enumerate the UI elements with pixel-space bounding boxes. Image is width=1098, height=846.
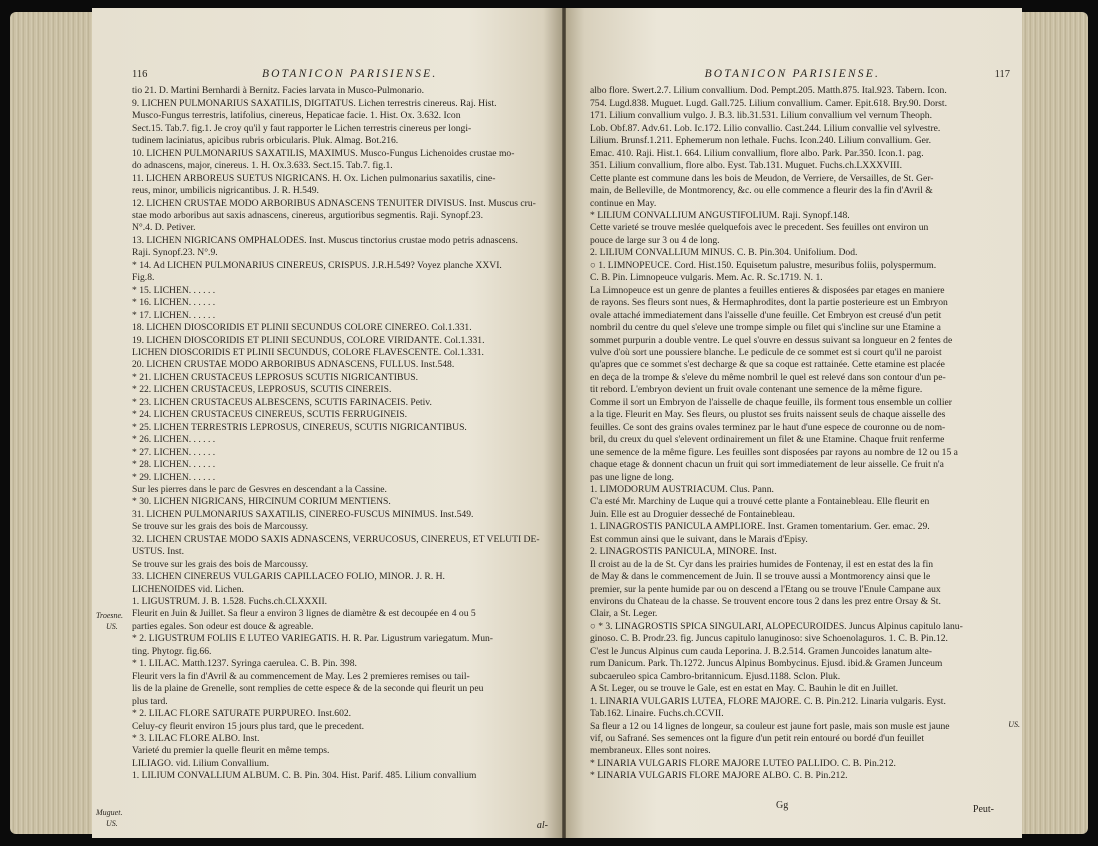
left-text-line: LILIAGO. vid. Lilium Convallium. (132, 757, 269, 769)
right-text-line: Cette varieté se trouve meslée quelquefois avec le precedent. Ses feuilles ont environ un (590, 222, 929, 234)
right-text-line: continue en May. (590, 197, 657, 209)
right-text-line: Il croist au de la de St. Cyr dans les prairies humides de Fontenay, il est en estat des la fin (590, 558, 934, 570)
left-text-line: parties egales. Son odeur est douce & agreable. (132, 620, 314, 632)
right-text-line: de rayons. Ses fleurs sont nues, & Hermaphrodites, dont la partie posterieure est un Embryon (590, 297, 948, 309)
left-text-line: 1. LIGUSTRUM. J. B. 1.528. Fuchs.ch.CLXXXII. (132, 596, 328, 608)
left-text-line: do adnascens, major, cinereus. 1. H. Ox.3.633. Sect.15. Tab.7. fig.1. (132, 160, 393, 172)
right-text-line: * LINARIA VULGARIS FLORE MAJORE ALBO. C. B. Pin.212. (590, 770, 848, 782)
right-text-line: A St. Leger, ou se trouve le Gale, est en estat en May. C. Bauhin le dit en Juillet. (590, 683, 899, 695)
margin-note-muguet: Muguet. (96, 808, 123, 817)
right-text-line: pas une ligne de long. (590, 471, 674, 483)
right-text-line: Sa fleur a 12 ou 14 lignes de longeur, sa couleur est jaune fort pasle, mais son musle est jaune (590, 720, 950, 732)
right-text-line: vulve d'où sort une poussiere blanche. Le pedicule de ce sommet est si court qu'il ne paroist (590, 346, 942, 358)
right-text-line: Juin. Elle est au Droguier desseché de Fontainebleau. (590, 508, 795, 520)
right-text-line: Comme il sort un Embryon de l'aisselle de chaque feuille, ils forment tous ensemble un collier (590, 396, 952, 408)
left-text-line: 10. LICHEN PULMONARIUS SAXATILIS, MAXIMUS. Musco-Fungus Lichenoides crustae mo- (132, 147, 515, 159)
right-text-line: 2. LILIUM CONVALLIUM MINUS. C. B. Pin.304. Unifolium. Dod. (590, 247, 858, 259)
right-text-line: * LILIUM CONVALLIUM ANGUSTIFOLIUM. Raji. Synopf.148. (590, 209, 850, 221)
right-text-line: membraneux. Elles sont noires. (590, 745, 711, 757)
right-text-line: Est commun ainsi que le suivant, dans le Marais d'Episy. (590, 533, 808, 545)
left-text-line: reus, minor, umbilicis nigricantibus. J. R. H.549. (132, 185, 319, 197)
right-page-header (590, 68, 1010, 81)
left-text-line: * 2. LIGUSTRUM FOLIIS E LUTEO VARIEGATIS. H. R. Par. Ligustrum variegatum. Mun- (132, 633, 493, 645)
left-text-line: Celuy-cy fleurit environ 15 jours plus tard, que le precedent. (132, 720, 365, 732)
margin-note-us-2: US. (106, 819, 118, 828)
left-text-line: LICHENOIDES vid. Lichen. (132, 583, 244, 595)
left-text-line: * 23. LICHEN CRUSTACEUS ALBESCENS, SCUTIS FARINACEIS. Petiv. (132, 396, 432, 408)
left-text-line: * 29. LICHEN. . . . . . (132, 471, 216, 483)
left-text-line: USTUS. Inst. (132, 546, 184, 558)
left-text-line: ting. Phytogr. fig.66. (132, 645, 212, 657)
left-text-line: * 15. LICHEN. . . . . . (132, 284, 216, 296)
left-page-text (132, 85, 552, 782)
right-text-line: subcaeruleo spica Cambro-britannicum. Ejusd.1188. Sclon. Pluk. (590, 670, 841, 682)
right-page-number: 117 (994, 69, 1010, 80)
right-text-line: pouce de large sur 3 ou 4 de long. (590, 234, 720, 246)
right-page (566, 8, 1022, 838)
left-text-line: 12. LICHEN CRUSTAE MODO ARBORIBUS ADNASCENS TENUITER DIVISUS. Inst. Muscus cru- (132, 197, 536, 209)
left-text-line: * 24. LICHEN CRUSTACEUS CINEREUS, SCUTIS FERRUGINEIS. (132, 409, 408, 421)
right-text-line: rum Danicum. Park. Th.1272. Juncus Alpinus Bombycinus. Ejusd. ibid.& Gramen Junceum (590, 658, 943, 670)
left-text-line: Varieté du premier la quelle fleurit en même temps. (132, 745, 330, 757)
left-text-line: 11. LICHEN ARBOREUS SUETUS NIGRICANS. H. Ox. Lichen pulmonarius saxatilis, cine- (132, 172, 496, 184)
right-text-line: main, de Belleville, de Montmorency, &c. ou elle commence a fleurir des la fin d'Avril & (590, 185, 933, 197)
left-text-line: tudinem laciniatus, apicibus rubris orbicularis. Pluk. Almag. Bot.216. (132, 135, 399, 147)
left-text-line: * 3. LILAC FLORE ALBO. Inst. (132, 733, 260, 745)
left-text-line: * 30. LICHEN NIGRICANS, HIRCINUM CORIUM MENTIENS. (132, 496, 391, 508)
left-text-line: * 2. LILAC FLORE SATURATE PURPUREO. Inst.602. (132, 708, 352, 720)
margin-note-us-1: US. (106, 622, 118, 631)
left-page-number: 116 (132, 69, 148, 80)
left-text-line: Sect.15. Tab.7. fig.1. Je croy qu'il y faut rapporter le Lichen terrestris cinereus per longi- (132, 122, 472, 134)
book-spread (10, 8, 1088, 838)
right-text-line: ○ 1. LIMNOPEUCE. Cord. Hist.150. Equisetum palustre, mesuribus foliis, polyspermum. (590, 259, 937, 271)
left-text-line: LICHEN DIOSCORIDIS ET PLINII SECUNDUS, COLORE FLAVESCENTE. Col.1.331. (132, 346, 484, 358)
right-text-line: chaque etage & donnent chacun un fruit qui sort immediatement de leur aisselle. Ce fruit n'a (590, 459, 944, 471)
left-text-line: Fleurit en Juin & Juillet. Sa fleur a environ 3 lignes de diamètre & est decoupée en 4 ou 5 (132, 608, 476, 620)
right-page-text (590, 85, 1010, 782)
left-text-line: tio 21. D. Martini Bernhardi à Bernitz. Facies larvata in Musco-Pulmonario. (132, 85, 425, 97)
right-text-line: nombril du centre du quel s'eleve une trompe simple ou filet qui s'incline sur une Etamine a (590, 322, 941, 334)
right-text-line: ginoso. C. B. Prodr.23. fig. Juncus capitulo lanuginoso: sive Schoenolaguros. 1. C. B. Pin.12. (590, 633, 948, 645)
left-text-line: 32. LICHEN CRUSTAE MODO SAXIS ADNASCENS, VERRUCOSUS, CINEREUS, ET VELUTI DE- (132, 533, 540, 545)
right-text-line: albo flore. Swert.2.7. Lilium convallium. Dod. Pempt.205. Matth.875. Ital.923. Tabern. Icon. (590, 85, 947, 97)
signature-mark: Gg (776, 800, 789, 811)
right-page-edges (1022, 12, 1088, 834)
right-text-line: environs du Chateau de la chasse. Se trouvent encore tous 2 dans les prez entre Orsay & St. (590, 596, 941, 608)
right-text-line: feuilles. Ce sont des grains ovales terminez par le haut d'une espece de couronne ou de nom- (590, 421, 946, 433)
left-text-line: * 21. LICHEN CRUSTACEUS LEPROSUS SCUTIS NIGRICANTIBUS. (132, 371, 419, 383)
left-text-line: 20. LICHEN CRUSTAE MODO ARBORIBUS ADNASCENS, FULLUS. Inst.548. (132, 359, 455, 371)
left-text-line: Se trouve sur les grais des bois de Marcoussy. (132, 558, 309, 570)
right-text-line: Tab.162. Linaire. Fuchs.ch.CCVII. (590, 708, 724, 720)
right-text-line: premier, sur la pente humide par ou on descend a l'Etang ou se trouve l'Enule Campane aux (590, 583, 941, 595)
right-text-line: 351. Lilium convallium, flore albo. Eyst. Tab.131. Muguet. Fuchs.ch.LXXXVIII. (590, 160, 902, 172)
left-text-line: N°.4. D. Petiver. (132, 222, 196, 234)
margin-note-us-3: US. (1008, 720, 1020, 729)
left-text-line: * 28. LICHEN. . . . . . (132, 459, 216, 471)
right-text-line: 2. LINAGROSTIS PANICULA, MINORE. Inst. (590, 546, 777, 558)
left-text-line: * 17. LICHEN. . . . . . (132, 309, 216, 321)
left-text-line: 1. LILIUM CONVALLIUM ALBUM. C. B. Pin. 304. Hist. Parif. 485. Lilium convallium (132, 770, 477, 782)
right-text-line: sommet purpurin a double ventre. Le quel s'ouvre en dessus suivant sa longueur en 2 fentes de (590, 334, 953, 346)
right-text-line: ovale attaché immediatement dans l'aisselle d'une feuille. Cet Embryon est creusé d'un petit (590, 309, 942, 321)
right-text-line: Lilium. Brunsf.1.211. Ephemerum non lethale. Fuchs. Icon.240. Lilium convallium. Ger. (590, 135, 931, 147)
right-text-line: a la tige. Fleurit en May. Ses fleurs, ou plustot ses fruits naissent seuls de chaque aisselle des (590, 409, 946, 421)
right-text-line: Lob. Obf.87. Adv.61. Lob. Ic.172. Lilio convallio. Cast.244. Lilium convallie vel sylvestre. (590, 122, 941, 134)
left-text-line: * 27. LICHEN. . . . . . (132, 446, 216, 458)
left-text-line: 13. LICHEN NIGRICANS OMPHALODES. Inst. Muscus tinctorius crustae modo petris adnascens. (132, 234, 518, 246)
right-text-line: en deça de la trompe & s'eleve du même nombril le quel est relevé dans son contour d'un pe- (590, 371, 946, 383)
left-text-line: Fleurit vers la fin d'Avril & au commencement de May. Les 2 premieres remises ou tail- (132, 670, 470, 682)
right-text-line: * LINARIA VULGARIS FLORE MAJORE LUTEO PALLIDO. C. B. Pin.212. (590, 757, 896, 769)
left-text-line: plus tard. (132, 695, 168, 707)
left-text-line: 33. LICHEN CINEREUS VULGARIS CAPILLACEO FOLIO, MINOR. J. R. H. (132, 571, 445, 583)
right-text-line: La Limnopeuce est un genre de plantes a feuilles entieres & disposées par etages en maniere (590, 284, 945, 296)
left-text-line: 18. LICHEN DIOSCORIDIS ET PLINII SECUNDUS COLORE CINEREO. Col.1.331. (132, 322, 472, 334)
left-text-line: * 14. Ad LICHEN PULMONARIUS CINEREUS, CRISPUS. J.R.H.549? Voyez planche XXVI. (132, 259, 502, 271)
right-text-line: 171. Lilium convallium vulgo. J. B.3. lib.31.531. Lilium convallium vel vernum Theoph. (590, 110, 932, 122)
left-text-line: Fig.8. (132, 272, 155, 284)
right-text-line: de May & dans le commencement de Juin. Il se trouve aussi a Montmorency ainsi que le (590, 571, 931, 583)
right-text-line: qu'apres que ce sommet s'est decharge & que sa coque est rattainée. Cette etamine est placée (590, 359, 945, 371)
right-text-line: C'a esté Mr. Marchiny de Luque qui a trouvé cette plante a Fontainebleau. Elle fleurit en (590, 496, 930, 508)
left-text-line: Raji. Synopf.23. N°.9. (132, 247, 218, 259)
left-text-line: Sur les pierres dans le parc de Gesvres en descendant a la Cassine. (132, 483, 387, 495)
right-text-line: 754. Lugd.838. Muguet. Lugd. Gall.725. Lilium convallium. Camer. Epit.618. Bry.90. Dorst. (590, 97, 947, 109)
left-text-line: lis de la plaine de Grenelle, sont remplies de cette espece & de la seconde qui fleurit un peu (132, 683, 484, 695)
right-text-line: C'est le Juncus Alpinus cum cauda Leporina. J. B.2.514. Gramen Juncoides lanatum alte- (590, 645, 932, 657)
left-text-line: * 1. LILAC. Matth.1237. Syringa caerulea. C. B. Pin. 398. (132, 658, 357, 670)
left-text-line: stae modo arboribus aut saxis adnascens, cinereus, argutioribus segmentis. Raji. Synopf.23. (132, 209, 483, 221)
left-text-line: * 22. LICHEN CRUSTACEUS, LEPROSUS, SCUTIS CINEREIS. (132, 384, 392, 396)
left-catchword: al- (536, 820, 548, 831)
left-page-header (132, 68, 552, 81)
right-text-line: bril, du creux du quel s'elevent ordinairement un filet & une Etamine. Chaque fruit renferme (590, 434, 945, 446)
right-text-line: 1. LINAGROSTIS PANICULA AMPLIORE. Inst. Gramen tomentarium. Ger. emac. 29. (590, 521, 930, 533)
right-running-title: BOTANICON PARISIENSE. (704, 68, 881, 80)
right-text-line: vif, ou Safrané. Ses semences ont la figure d'un petit rein entouré ou bordé d'un feuillet (590, 733, 925, 745)
left-page-content (132, 68, 552, 783)
right-text-line: C. B. Pin. Limnopeuce vulgaris. Mem. Ac. R. Sc.1719. N. 1. (590, 272, 823, 284)
left-text-line: * 16. LICHEN. . . . . . (132, 297, 216, 309)
right-page-content (590, 68, 1010, 783)
right-text-line: 1. LINARIA VULGARIS LUTEA, FLORE MAJORE. C. B. Pin.212. Linaria vulgaris. Eyst. (590, 695, 946, 707)
left-text-line: 19. LICHEN DIOSCORIDIS ET PLINII SECUNDUS, COLORE VIRIDANTE. Col.1.331. (132, 334, 485, 346)
left-page (92, 8, 562, 838)
right-text-line: Clair, a St. Leger. (590, 608, 658, 620)
right-text-line: tit rebord. L'embryon devient un fruit ovale contenant une semence de la même figure. (590, 384, 923, 396)
left-text-line: Musco-Fungus terrestris, latifolius, cinereus, Hepaticae facie. 1. Hist. Ox. 3.632. Icon (132, 110, 461, 122)
right-text-line: Cette plante est commune dans les bois de Meudon, de Verriere, de Versailles, de St. Ger- (590, 172, 934, 184)
right-catchword: Peut- (972, 804, 994, 815)
right-text-line: ○ * 3. LINAGROSTIS SPICA SINGULARI, ALOPECUROIDES. Juncus Alpinus capitulo lanu- (590, 620, 963, 632)
left-text-line: 31. LICHEN PULMONARIUS SAXATILIS, CINEREO-FUSCUS MINIMUS. Inst.549. (132, 508, 474, 520)
left-text-line: 9. LICHEN PULMONARIUS SAXATILIS, DIGITATUS. Lichen terrestris cinereus. Raj. Hist. (132, 97, 497, 109)
left-text-line: Se trouve sur les grais des bois de Marcoussy. (132, 521, 309, 533)
left-text-line: * 25. LICHEN TERRESTRIS LEPROSUS, CINEREUS, SCUTIS NIGRICANTIBUS. (132, 421, 467, 433)
left-text-line: * 26. LICHEN. . . . . . (132, 434, 216, 446)
right-text-line: 1. LIMODORUM AUSTRIACUM. Clus. Pann. (590, 483, 774, 495)
margin-note-troesne: Troesne. (96, 611, 124, 620)
left-running-title: BOTANICON PARISIENSE. (261, 68, 438, 80)
left-page-edges (10, 12, 92, 834)
right-text-line: une semence de la même figure. Les feuilles sont disposées par rayons au nombre de 12 ou 15 a (590, 446, 958, 458)
right-text-line: Emac. 410. Raji. Hist.1. 664. Lilium convallium, flore albo. Park. Par.350. Icon.1. pag. (590, 147, 924, 159)
